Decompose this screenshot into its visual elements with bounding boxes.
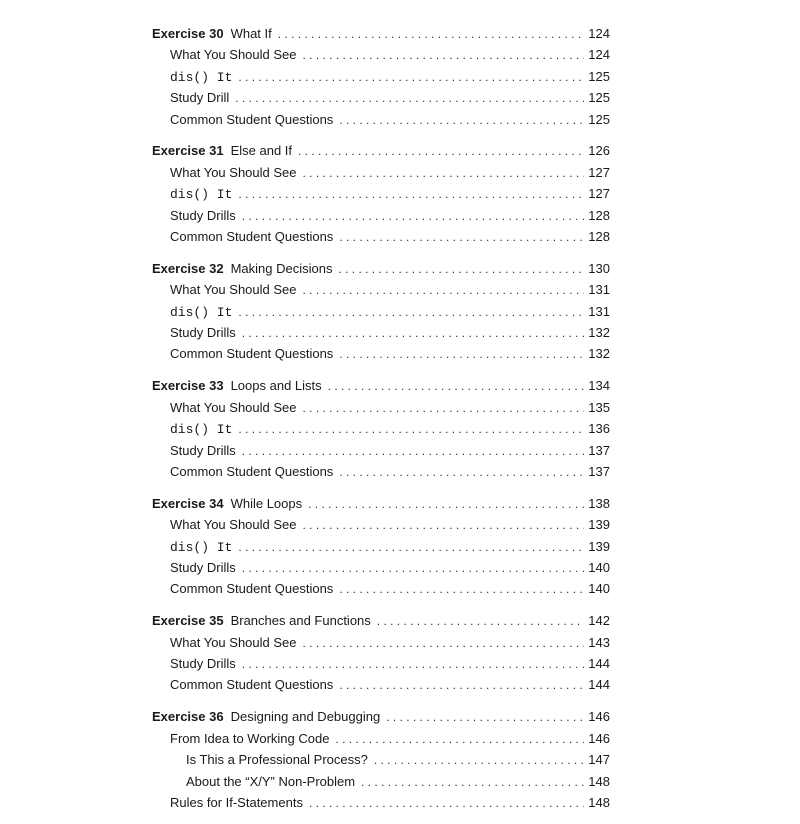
page-number: 128: [588, 229, 610, 245]
subsection-title: Rules for If-Statements: [170, 794, 303, 810]
subsection-title: What You Should See: [170, 634, 297, 650]
exercise-number: Exercise 32: [152, 260, 224, 276]
subsection-title: Study Drills: [170, 207, 236, 223]
toc-section: [152, 23, 610, 130]
subsection-title: Common Student Questions: [170, 346, 334, 362]
subsection-title: dis() It: [170, 304, 233, 320]
page-number: 137: [588, 463, 610, 479]
dot-leader: [308, 494, 584, 515]
toc-section: [152, 258, 610, 365]
dot-leader: [242, 323, 584, 344]
toc-subsection-entry[interactable]: [152, 226, 610, 247]
subsection-title: Study Drills: [170, 559, 236, 575]
dot-leader: [238, 184, 584, 205]
page-number: 126: [588, 143, 610, 159]
toc-subsection-entry[interactable]: [152, 632, 610, 653]
page-number: 140: [588, 559, 610, 575]
page-number: 128: [588, 207, 610, 223]
subsection-title: What You Should See: [170, 399, 297, 415]
toc-subsection-entry[interactable]: [152, 514, 610, 535]
toc-section: [152, 140, 610, 247]
page-number: 134: [588, 378, 610, 394]
exercise-title: What If: [230, 26, 272, 41]
subsection-title: dis() It: [170, 69, 233, 85]
toc-section: [152, 610, 610, 696]
page-number: 144: [588, 656, 610, 672]
dot-leader: [339, 344, 584, 365]
dot-leader: [361, 772, 584, 793]
toc-subsection-entry[interactable]: [152, 674, 610, 695]
dot-leader: [309, 793, 584, 814]
page-number: 131: [588, 282, 610, 298]
toc-subsection-entry[interactable]: [152, 44, 610, 65]
dot-leader: [377, 611, 584, 632]
exercise-number: Exercise 30: [152, 26, 224, 41]
exercise-number: Exercise 36: [152, 709, 224, 725]
exercise-title: Making Decisions: [230, 260, 333, 276]
dot-leader: [235, 88, 584, 109]
exercise-number: Exercise 35: [152, 613, 224, 629]
toc-subsection-entry[interactable]: [152, 653, 610, 674]
toc-subsection-entry[interactable]: [152, 578, 610, 599]
dot-leader: [303, 398, 585, 419]
dot-leader: [303, 515, 585, 536]
toc-subsection-entry[interactable]: [152, 66, 610, 87]
page-number: 148: [588, 773, 610, 789]
toc-subsection-entry[interactable]: [152, 343, 610, 364]
dot-leader: [328, 376, 584, 397]
dot-leader: [238, 302, 584, 323]
page-number: 135: [588, 399, 610, 415]
dot-leader: [238, 537, 584, 558]
dot-leader: [335, 729, 584, 750]
table-of-contents: [152, 23, 610, 824]
subsection-title: dis() It: [170, 539, 233, 555]
toc-subsection-entry[interactable]: [152, 301, 610, 322]
toc-exercise-entry[interactable]: [152, 23, 610, 44]
page-number: 147: [588, 752, 610, 768]
dot-leader: [374, 750, 584, 771]
toc-subsection-entry[interactable]: [152, 418, 610, 439]
exercise-title: Branches and Functions: [230, 613, 371, 629]
page-number: 139: [588, 517, 610, 533]
toc-subsection-entry[interactable]: [152, 397, 610, 418]
dot-leader: [242, 206, 584, 227]
toc-section: [152, 706, 610, 813]
subsection-title: Common Student Questions: [170, 229, 334, 245]
page-number: 139: [588, 538, 610, 554]
dot-leader: [339, 675, 584, 696]
toc-subsection-entry[interactable]: [152, 279, 610, 300]
dot-leader: [339, 110, 584, 131]
toc-subsection-entry[interactable]: [152, 557, 610, 578]
page-number: 124: [588, 47, 610, 63]
page-number: 146: [588, 709, 610, 725]
exercise-title: Else and If: [230, 143, 293, 159]
dot-leader: [303, 163, 585, 184]
page-number: 132: [588, 346, 610, 362]
subsection-title: Study Drills: [170, 656, 236, 672]
subsection-title: From Idea to Working Code: [170, 730, 330, 746]
subsection-title: Common Student Questions: [170, 581, 334, 597]
toc-subsection-entry[interactable]: [152, 440, 610, 461]
toc-section: [152, 493, 610, 600]
page-number: 124: [588, 26, 610, 41]
toc-subsection-entry[interactable]: [152, 162, 610, 183]
toc-subsection-entry[interactable]: [152, 109, 610, 130]
subsection-title: Common Student Questions: [170, 111, 334, 127]
page-number: 142: [588, 613, 610, 629]
toc-section: [152, 375, 610, 482]
page-number: 127: [588, 164, 610, 180]
page-number: 146: [588, 730, 610, 746]
subsection-title: dis() It: [170, 422, 233, 438]
toc-subsection-entry[interactable]: [152, 792, 610, 813]
exercise-title: Loops and Lists: [230, 378, 322, 394]
subsection-title: Common Student Questions: [170, 677, 334, 693]
toc-exercise-entry[interactable]: [152, 610, 610, 631]
exercise-title: Designing and Debugging: [230, 709, 381, 725]
page-number: 131: [588, 303, 610, 319]
exercise-title: While Loops: [230, 495, 303, 511]
subsection-title: What You Should See: [170, 47, 297, 63]
dot-leader: [242, 558, 584, 579]
subsection-title: About the “X/Y” Non-Problem: [186, 773, 356, 789]
subsection-title: Study Drills: [170, 442, 236, 458]
page-number: 138: [588, 495, 610, 511]
dot-leader: [238, 67, 584, 88]
exercise-number: Exercise 34: [152, 495, 224, 511]
exercise-number: Exercise 33: [152, 378, 224, 394]
page-number: 125: [588, 90, 610, 106]
page-number: 130: [588, 260, 610, 276]
subsection-title: Common Student Questions: [170, 463, 334, 479]
dot-leader: [303, 633, 585, 654]
dot-leader: [339, 579, 584, 600]
toc-subsection-entry[interactable]: [152, 771, 610, 792]
subsection-title: What You Should See: [170, 282, 297, 298]
toc-subsection-entry[interactable]: [152, 322, 610, 343]
toc-exercise-entry[interactable]: [152, 140, 610, 161]
toc-subsection-entry[interactable]: [152, 536, 610, 557]
toc-subsection-entry[interactable]: [152, 749, 610, 770]
dot-leader: [338, 259, 584, 280]
dot-leader: [339, 462, 584, 483]
toc-subsection-entry[interactable]: [152, 87, 610, 108]
toc-subsection-entry[interactable]: [152, 183, 610, 204]
dot-leader: [278, 24, 584, 45]
dot-leader: [386, 707, 584, 728]
subsection-title: Study Drills: [170, 325, 236, 341]
subsection-title: What You Should See: [170, 517, 297, 533]
page-number: 140: [588, 581, 610, 597]
page-number: 143: [588, 634, 610, 650]
dot-leader: [242, 441, 584, 462]
page-number: 144: [588, 677, 610, 693]
exercise-number: Exercise 31: [152, 143, 224, 159]
subsection-title: dis() It: [170, 187, 233, 203]
dot-leader: [242, 654, 584, 675]
toc-subsection-entry[interactable]: [152, 205, 610, 226]
page-number: 125: [588, 111, 610, 127]
subsection-title: Is This a Professional Process?: [186, 752, 368, 768]
toc-subsection-entry[interactable]: [152, 461, 610, 482]
toc-exercise-entry[interactable]: [152, 706, 610, 727]
toc-subsection-entry[interactable]: [152, 728, 610, 749]
page-number: 132: [588, 325, 610, 341]
toc-exercise-entry[interactable]: [152, 258, 610, 279]
subsection-title: Study Drill: [170, 90, 230, 106]
dot-leader: [303, 280, 585, 301]
subsection-title: What You Should See: [170, 164, 297, 180]
toc-exercise-entry[interactable]: [152, 375, 610, 396]
page-number: 136: [588, 421, 610, 437]
toc-exercise-entry[interactable]: [152, 493, 610, 514]
page-number: 148: [588, 794, 610, 810]
page-number: 127: [588, 186, 610, 202]
page-number: 125: [588, 68, 610, 84]
dot-leader: [238, 419, 584, 440]
dot-leader: [303, 45, 585, 66]
dot-leader: [298, 141, 584, 162]
dot-leader: [339, 227, 584, 248]
page-number: 137: [588, 442, 610, 458]
